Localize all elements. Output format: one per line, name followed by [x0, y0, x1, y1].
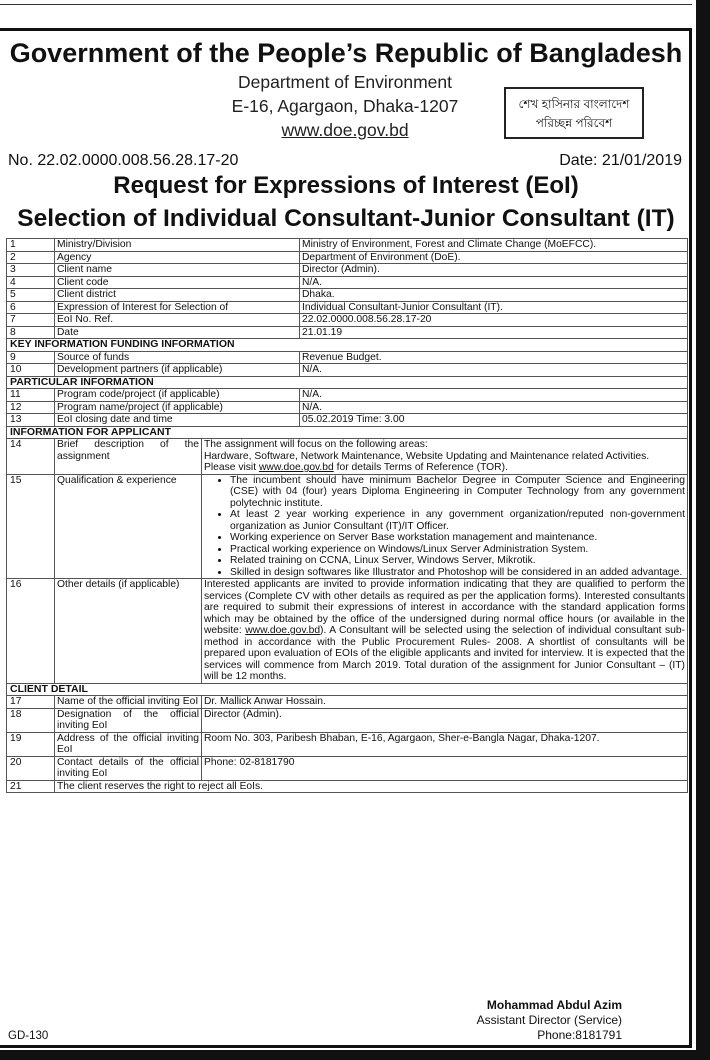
row-value: Dr. Mallick Anwar Hossain. — [202, 696, 688, 709]
row-value: Director (Admin). — [202, 708, 688, 732]
row-label: Source of funds — [55, 351, 300, 364]
row-number: 18 — [7, 708, 55, 732]
application-link[interactable]: www.doe.gov.bd — [245, 625, 321, 636]
row-number: 17 — [7, 696, 55, 709]
row-value: N/A. — [300, 276, 688, 289]
row-value — [202, 439, 688, 475]
row-label: Client name — [55, 264, 300, 277]
row-value: N/A. — [300, 401, 688, 414]
notice-title: Request for Expressions of Interest (EoI) — [113, 172, 579, 199]
department-address: E-16, Agargaon, Dhaka-1207 — [231, 96, 459, 116]
row-label: Client district — [55, 289, 300, 302]
row-label: Client code — [55, 276, 300, 289]
table-row — [7, 696, 688, 709]
table-row — [7, 414, 688, 427]
scan-edge-bottom — [0, 1050, 710, 1060]
row-label: Development partners (if applicable) — [55, 364, 300, 377]
tor-link[interactable]: www.doe.gov.bd — [258, 462, 334, 473]
row-number: 4 — [7, 276, 55, 289]
qualification-item: • At least 2 year working experience in any government organization/reputed non-government organization as Junior Consultant (IT)/IT Officer. — [230, 509, 685, 532]
table-row — [7, 301, 688, 314]
row-label: Program name/project (if applicable) — [55, 401, 300, 414]
row-number: 9 — [7, 351, 55, 364]
details-post: ). A Consultant will be selected using the selection of individual consultant sub-method in accordance with the Public Procurement Rules- 2008. A shortlist of consultants will be prepared upon evaluation of EOIs of the eligible applicants and invited for interview. It is expected that the services will commence from March 2019. Total duration of the assignment for Junior Consultant – (IT) will be 12 months. — [204, 625, 685, 682]
table-row — [7, 389, 688, 402]
qualification-item: • The incumbent should have minimum Bachelor Degree in Computer Science and Engineering (CSE) with 04 (four) years Diploma Engineering in Computer Technology from any government polytechnic institute. — [230, 475, 685, 510]
notice-subtitle: Selection of Individual Consultant-Junior Consultant (IT) — [17, 205, 675, 232]
table-row — [7, 732, 688, 756]
top-rule — [0, 4, 692, 5]
row-label: Qualification & experience — [55, 474, 202, 579]
signatory-name: Mohammad Abdul Azim — [486, 998, 622, 1012]
row-label: Agency — [55, 251, 300, 264]
row-label: Expression of Interest for Selection of — [55, 301, 300, 314]
row-number: 12 — [7, 401, 55, 414]
table-row — [7, 579, 688, 684]
signature-block — [477, 998, 622, 1043]
qualification-list-cell — [202, 474, 688, 579]
table-row — [7, 251, 688, 264]
row-number: 16 — [7, 579, 55, 684]
row-label: Other details (if applicable) — [55, 579, 202, 684]
row-number: 15 — [7, 474, 55, 579]
row-value: Department of Environment (DoE). — [300, 251, 688, 264]
line3-pre: Please visit — [204, 462, 259, 473]
section-applicant: INFORMATION FOR APPLICANT — [7, 426, 688, 439]
row-value: 05.02.2019 Time: 3.00 — [300, 414, 688, 427]
section-funding: KEY INFORMATION FUNDING INFORMATION — [7, 339, 688, 352]
government-heading: Government of the People’s Republic of Bangladesh — [9, 38, 683, 68]
department-name: Department of Environment — [238, 72, 452, 92]
row-value: N/A. — [300, 364, 688, 377]
table-row — [7, 780, 688, 793]
row-number: 13 — [7, 414, 55, 427]
qualification-item: • Related training on CCNA, Linux Server, Windows Server, Mikrotik. — [230, 555, 685, 567]
row-text: The client reserves the right to reject all EoIs. — [55, 780, 688, 793]
assignment-line-1: The assignment will focus on the following areas: — [204, 439, 428, 450]
table-row — [7, 364, 688, 377]
row-value: Room No. 303, Paribesh Bhaban, E-16, Agargaon, Sher-e-Bangla Nagar, Dhaka-1207. — [202, 732, 688, 756]
table-row — [7, 439, 688, 475]
stamp-line-2: পরিচ্ছন্ন পরিবেশ — [535, 116, 613, 130]
table-row — [7, 264, 688, 277]
footer-code: GD-130 — [8, 1030, 49, 1042]
details-pre: Interested applicants are invited to provide information indicating that they are qualified to perform the services (Complete CV with other details as required as per the application forms). Interested consultants are required to submit their expressions of interest in accordance with the standard application forms which may be obtained by the office of the undersigned during normal office hours (or available in the website: — [204, 579, 685, 636]
row-label: Date — [55, 326, 300, 339]
row-number: 6 — [7, 301, 55, 314]
slogan-stamp — [504, 87, 644, 139]
section-client: CLIENT DETAIL — [7, 683, 688, 696]
row-label: Ministry/Division — [55, 239, 300, 252]
row-label: Address of the official inviting EoI — [55, 732, 202, 756]
row-number: 14 — [7, 439, 55, 475]
row-label: EoI closing date and time — [55, 414, 300, 427]
table-row — [7, 289, 688, 302]
qualification-list — [204, 475, 685, 579]
row-label: Designation of the official inviting EoI — [55, 708, 202, 732]
qualification-item: • Skilled in design softwares like Illustrator and Photoshop will be considered in an added advantage. — [230, 567, 685, 579]
row-number: 2 — [7, 251, 55, 264]
table-row — [7, 239, 688, 252]
row-value: N/A. — [300, 389, 688, 402]
table-row — [7, 314, 688, 327]
row-number: 20 — [7, 756, 55, 780]
eoi-table — [6, 238, 688, 793]
row-value: Director (Admin). — [300, 264, 688, 277]
row-number: 5 — [7, 289, 55, 302]
row-number: 1 — [7, 239, 55, 252]
notice-date: Date: 21/01/2019 — [559, 152, 682, 169]
table-row — [7, 276, 688, 289]
scan-edge-right — [696, 0, 710, 1060]
website-link[interactable]: www.doe.gov.bd — [281, 120, 409, 140]
table-row — [7, 708, 688, 732]
row-value: 21.01.19 — [300, 326, 688, 339]
reference-number: No. 22.02.0000.008.56.28.17-20 — [8, 152, 239, 169]
row-number: 8 — [7, 326, 55, 339]
row-number: 21 — [7, 780, 55, 793]
table-row — [7, 351, 688, 364]
row-number: 3 — [7, 264, 55, 277]
signatory-phone: Phone:8181791 — [537, 1028, 622, 1042]
row-number: 10 — [7, 364, 55, 377]
row-number: 7 — [7, 314, 55, 327]
qualification-item: • Practical working experience on Windows/Linux Server Administration System. — [230, 544, 685, 556]
table-row — [7, 401, 688, 414]
row-number: 11 — [7, 389, 55, 402]
other-details-text — [202, 579, 688, 684]
stamp-line-1: শেখ হাসিনার বাংলাদেশ — [518, 97, 630, 111]
assignment-line-3 — [204, 462, 685, 474]
row-label: EoI No. Ref. — [55, 314, 300, 327]
row-value: Phone: 02-8181790 — [202, 756, 688, 780]
row-value: Dhaka. — [300, 289, 688, 302]
section-particular: PARTICULAR INFORMATION — [7, 376, 688, 389]
line3-post: for details Terms of Reference (TOR). — [333, 462, 508, 473]
row-value: Ministry of Environment, Forest and Climate Change (MoEFCC). — [300, 239, 688, 252]
row-label: Program code/project (if applicable) — [55, 389, 300, 402]
row-number: 19 — [7, 732, 55, 756]
row-value: Individual Consultant-Junior Consultant (IT). — [300, 301, 688, 314]
table-row — [7, 326, 688, 339]
row-label: Contact details of the official inviting EoI — [55, 756, 202, 780]
assignment-line-2: Hardware, Software, Network Maintenance, Website Updating and Maintenance related Activities. — [204, 450, 650, 462]
signatory-title: Assistant Director (Service) — [476, 1013, 622, 1027]
table-row — [7, 474, 688, 579]
table-row — [7, 756, 688, 780]
qualification-item: • Working experience on Server Base workstation management and maintenance. — [230, 532, 685, 544]
row-value: 22.02.0000.008.56.28.17-20 — [300, 314, 688, 327]
row-label: Name of the official inviting EoI — [55, 696, 202, 709]
row-value: Revenue Budget. — [300, 351, 688, 364]
row-label: Brief description of the assignment — [55, 439, 202, 475]
